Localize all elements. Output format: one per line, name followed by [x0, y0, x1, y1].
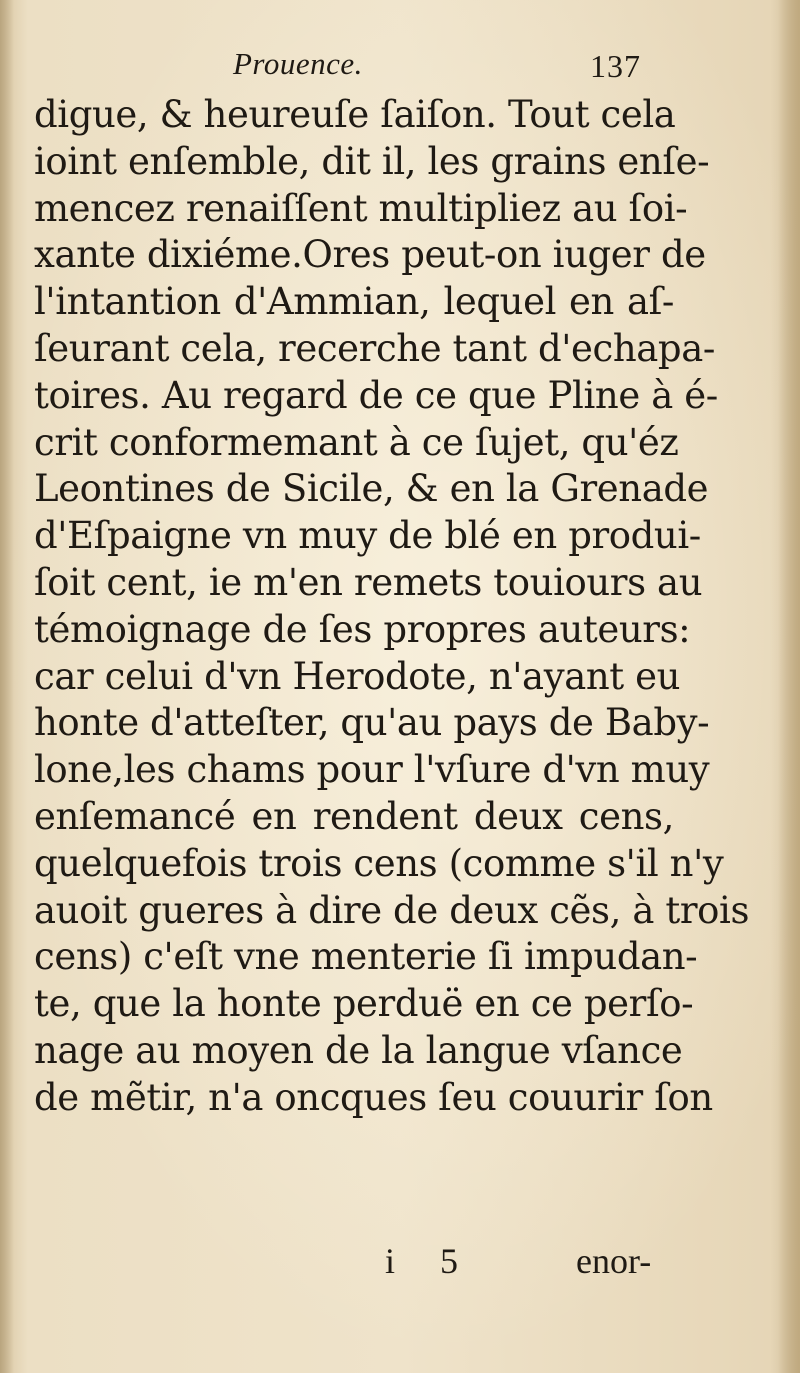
- text-line: nage au moyen de la langue vſance: [34, 1028, 683, 1072]
- text-line: digue, & heureuſe ſaiſon. Tout cela: [34, 93, 676, 136]
- text-line: xante dixiéme.Ores peut-on iuger de: [34, 233, 706, 277]
- text-line: l'intantion d'Ammian, lequel en aſ-: [34, 280, 674, 324]
- text-line: car celui d'vn Herodote, n'ayant eu: [34, 654, 681, 698]
- text-line: mencez renaiſſent multipliez au ſoi-: [34, 186, 688, 230]
- text-line: crit conformemant à ce ſujet, qu'éz: [34, 420, 679, 464]
- text-line: cens) c'eſt vne menterie ſi impudan-: [34, 935, 698, 979]
- text-line: quelquefois trois cens (comme s'il n'y: [34, 841, 724, 885]
- text-line: témoignage de ſes propres auteurs:: [34, 607, 691, 651]
- text-line: enſemancé en rendent deux cens,: [34, 794, 674, 838]
- body-text: [34, 92, 750, 1122]
- text-line: Leontines de Sicile, & en la Grenade: [34, 467, 709, 511]
- text-line: te, que la honte perduë en ce perſo-: [34, 982, 694, 1026]
- text-line: de mẽtir, n'a oncques ſeu couurir ſon: [34, 1075, 713, 1119]
- page-number: 137: [590, 48, 641, 84]
- running-title: Prouence.: [233, 46, 363, 81]
- page-gutter-shadow: [0, 0, 14, 1373]
- text-line: honte d'atteſter, qu'au pays de Baby-: [34, 701, 710, 745]
- text-line: ſeurant cela, recerche tant d'echapa-: [34, 326, 715, 370]
- page-footer: [0, 1240, 800, 1290]
- text-line: ſoit cent, ie m'en remets touiours au: [34, 560, 703, 604]
- text-line: lone,les chams pour l'vſure d'vn muy: [34, 748, 710, 792]
- text-line: auoit gueres à dire de deux cẽs, à trois: [34, 888, 750, 932]
- text-line: toires. Au regard de ce que Pline à é-: [34, 373, 718, 417]
- signature-mark: i 5: [385, 1241, 477, 1281]
- text-line: d'Eſpaigne vn muy de blé en produi-: [34, 514, 701, 558]
- page-header: [0, 46, 800, 90]
- text-line: ioint enſemble, dit il, les grains enſe-: [34, 139, 710, 183]
- page-edge-shadow: [778, 0, 800, 1373]
- catchword: enor-: [576, 1241, 652, 1281]
